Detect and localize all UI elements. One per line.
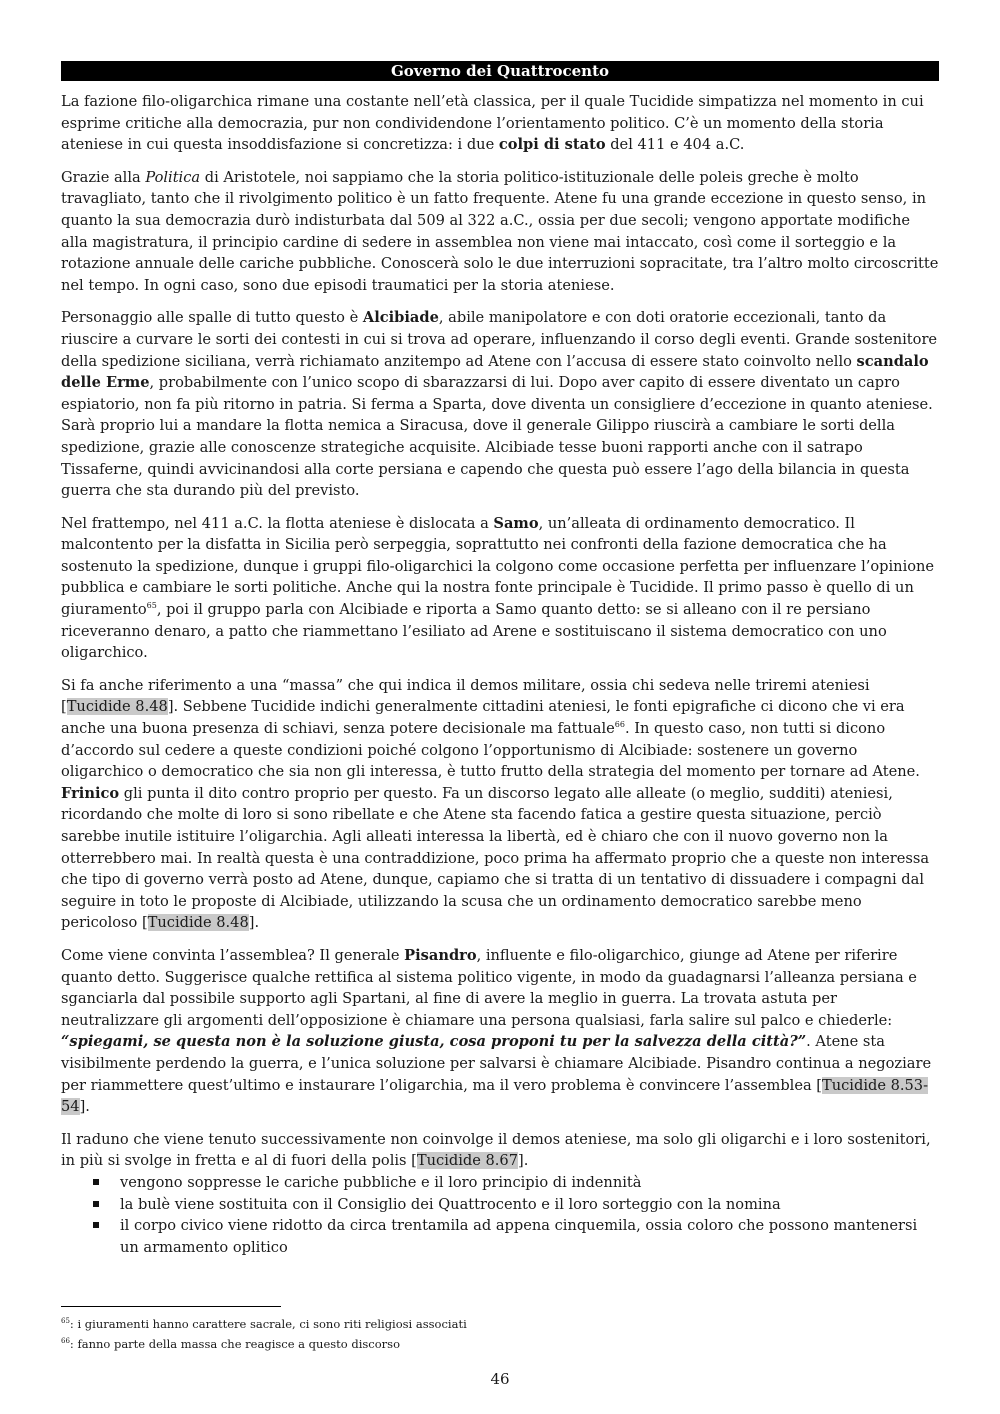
text-run: di Aristotele, noi sappiamo che la storia politico-istituzionale delle poleis greche è molto travagliato, tanto che il rivolgimento politico è un fatto frequente. Atene fu una grande eccezione in questo senso, in quanto la sua democrazia durò indisturbata dal 509 al 322 a.C., ossia per due secoli; vengono apportate modifiche alla magistratura, il principio cardine di sedere in assemblea non viene mai intaccato, così come il sorteggio e la rotazione annuale delle cariche pubbliche. Conoscerà solo le due interruzioni sopracitate, tra l’altro molto circoscritte nel tempo. In ogni caso, sono due episodi traumatici per la storia ateniese. xyxy=(61,168,939,294)
bold-text: Frinico xyxy=(61,784,120,802)
footnote-number: 65 xyxy=(61,1317,70,1325)
paragraph xyxy=(61,513,939,664)
section-title: Governo dei Quattrocento xyxy=(61,61,939,81)
bullet-item: il corpo civico viene ridotto da circa trentamila ad appena cinquemila, ossia coloro che possono mantenersi un armamento oplitico xyxy=(61,1215,939,1258)
footnote xyxy=(61,1314,939,1334)
text-run: ]. xyxy=(248,914,260,932)
paragraph xyxy=(61,167,939,297)
bold-text: Alcibiade xyxy=(362,309,439,327)
text-run: Grazie alla xyxy=(61,168,146,186)
citation-ref: Tucidide 8.67 xyxy=(416,1152,518,1170)
footnote-separator xyxy=(61,1306,281,1307)
text-run: La fazione filo-oligarchica rimane una costante nell’età classica, per il quale Tucidide simpatizza nel momento in cui esprime critiche alla democrazia, pur non condividendone l’orientamento politico. C’è un momento della storia ateniese in cui questa insoddisfazione si concretizza: i due xyxy=(61,93,924,154)
footnotes xyxy=(61,1314,939,1354)
text-run: , abile manipolatore e con doti oratorie eccezionali, tanto da riuscire a curvare le sorti dei contesti in cui si trova ad operare, influenzando il corso degli eventi. Grande sostenitore della spedizione siciliana, verrà richiamato anzitempo ad Atene con l’accusa di essere stato coinvolto nello xyxy=(61,309,938,370)
text-run: ]. Sebbene Tucidide indichi generalmente cittadini ateniesi, le fonti epigrafiche ci dicono che vi era anche una buona presenza di schiavi, senza potere decisionale ma fattuale xyxy=(61,698,905,738)
paragraph xyxy=(61,945,939,1118)
footnote-number: 66 xyxy=(61,1337,70,1345)
paragraphs xyxy=(61,91,939,1172)
text-run: ]. xyxy=(518,1152,529,1170)
paragraph xyxy=(61,675,939,934)
text-run: , poi il gruppo parla con Alcibiade e riporta a Samo quanto detto: se si alleano con il re persiano riceveranno denaro, a patto che riammettano l’esiliato ad Arene e sostituiscano il sistema democratico con uno oligarchico. xyxy=(61,601,887,662)
text-run: Nel frattempo, nel 411 a.C. la flotta ateniese è dislocata a xyxy=(61,514,494,532)
footnote xyxy=(61,1334,939,1354)
bullet-list xyxy=(61,1172,939,1258)
text-run: . Atene sta visibilmente perdendo la guerra, e l’unica soluzione per salvarsi è chiamare Alcibiade. Pisandro continua a negoziare per riammettere quest’ultimo e instaurare l’oligarchia, ma il vero problema è convincere l’assemblea [ xyxy=(61,1033,932,1094)
bullet-item: vengono soppresse le cariche pubbliche e il loro principio di indennità xyxy=(61,1172,939,1194)
text-run: , influente e filo-oligarchico, giunge ad Atene per riferire quanto detto. Suggerisce qualche rettifica al sistema politico vigente, in modo da guadagnarsi l’alleanza persiana e sganciarla dal possibile supporto agli Spartani, al fine di avere la meglio in guerra. La trovata astuta per neutralizzare gli argomenti dell’opposizione è chiamare una persona qualsiasi, farla salire sul palco e chiederle: xyxy=(61,946,917,1029)
text-run: del 411 e 404 a.C. xyxy=(605,136,745,154)
text-run: gli punta il dito contro proprio per questo. Fa un discorso legato alle alleate (o meglio, sudditi) ateniesi, ricordando che molte di loro si sono ribellate e che Atene sta facendo fatica a gestire questa situazione, perciò sarebbe inutile istituire l’oligarchia. Agli alleati interessa la libertà, ed è chiaro che con il nuovo governo non la otterrebbero mai. In realtà questa è una contraddizione, poco prima ha affermato proprio che a queste non interessa che tipo di governo verrà posto ad Atene, dunque, capiamo che si tratta di un tentativo di dissuadere i compagni dal seguire in toto le proposte di Alcibiade, utilizzando la scusa che un ordinamento democratico sarebbe meno pericoloso [ xyxy=(61,784,930,932)
text-run: , probabilmente con l’unico scopo di sbarazzarsi di lui. Dopo aver capito di essere diventato un capro espiatorio, non fa più ritorno in patria. Si ferma a Sparta, dove diventa un consigliere d’eccezione in quanto ateniese. Sarà proprio lui a mandare la flotta nemica a Siracusa, dove il generale Gilippo riuscirà a cambiare le sorti della spedizione, grazie alle conoscenze strategiche acquisite. Alcibiade tesse buoni rapporti anche con il satrapo Tissaferne, quindi avvicinandosi alla corte persiana e capendo che questa può essere l’ago della bilancia in questa guerra che sta durando più del previsto. xyxy=(61,374,933,500)
footnote-ref: 65 xyxy=(146,601,157,611)
bold-text: scandalo delle Erme xyxy=(61,352,929,392)
text-run: , un’alleata di ordinamento democratico. Il malcontento per la disfatta in Sicilia però serpeggia, soprattutto nei confronti della fazione democratica che ha sostenuto la spedizione, dunque i gruppi filo-oligarchici la colgono come occasione perfetta per influenzare l’opinione pubblica e cambiare le sorti politiche. Anche qui la nostra fonte principale è Tucidide. Il primo passo è quello di un giuramento xyxy=(61,514,935,619)
paragraph xyxy=(61,1129,939,1172)
bold-text: Pisandro xyxy=(404,946,477,964)
text-run: Il raduno che viene tenuto successivamente non coinvolge il demos ateniese, ma solo gli oligarchi e i loro sostenitori, in più si svolge in fretta e al di fuori della polis [ xyxy=(61,1130,931,1170)
footnote-text: : fanno parte della massa che reagisce a questo discorso xyxy=(69,1337,400,1351)
bold-text: Samo xyxy=(493,514,539,532)
footnote-ref: 66 xyxy=(614,720,625,730)
text-run: Come viene convinta l’assemblea? Il generale xyxy=(61,946,405,964)
text-run: ]. xyxy=(79,1098,90,1116)
text-run: Personaggio alle spalle di tutto questo è xyxy=(61,309,363,327)
paragraph xyxy=(61,307,939,501)
bullet-item: la bulè viene sostituita con il Consiglio dei Quattrocento e il loro sorteggio con la nomina xyxy=(61,1194,939,1216)
page-number: 46 xyxy=(490,1370,510,1388)
paragraph xyxy=(61,91,939,156)
bold-text: colpi di stato xyxy=(498,136,606,154)
text-run: Si fa anche riferimento a una “massa” che qui indica il demos militare, ossia chi sedeva nelle triremi ateniesi [ xyxy=(61,676,870,716)
text-run: . In questo caso, non tutti si dicono d’accordo sul cedere a queste condizioni poiché colgono l’opportunismo di Alcibiade: sostenere un governo oligarchico o democratico che sia non gli interessa, è tutto frutto della strategia del momento per tornare ad Atene. xyxy=(61,720,920,781)
citation-ref: Tucidide 8.53-54 xyxy=(61,1076,929,1116)
citation-ref: Tucidide 8.48 xyxy=(66,698,168,716)
italic-text: Politica xyxy=(145,168,201,186)
page-body xyxy=(61,61,939,1258)
footnote-text: : i giuramenti hanno carattere sacrale, ci sono riti religiosi associati xyxy=(69,1317,467,1331)
citation-ref: Tucidide 8.48 xyxy=(147,914,249,932)
quote-text: “spiegami, se questa non è la soluzione giusta, cosa proponi tu per la salvezza della città?” xyxy=(61,1033,807,1051)
